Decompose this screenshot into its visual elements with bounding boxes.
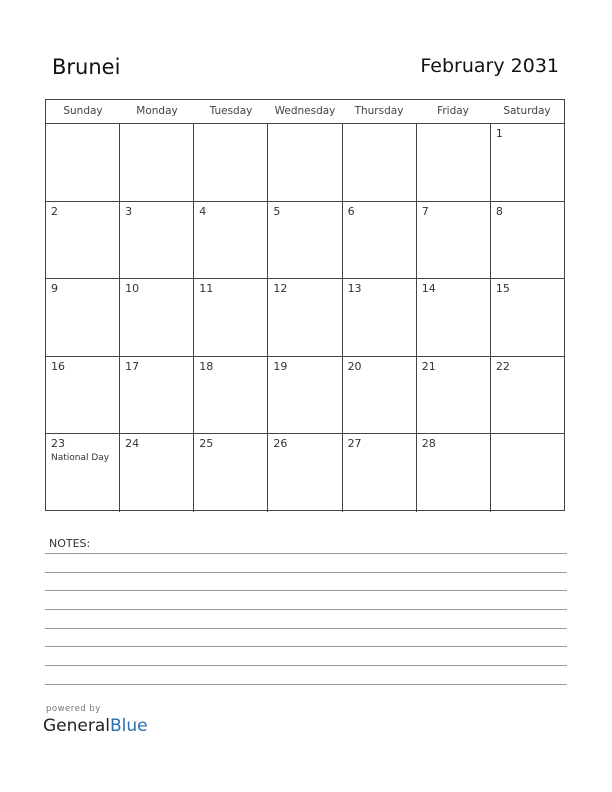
day-number: 22 bbox=[495, 359, 510, 373]
note-line bbox=[45, 609, 567, 610]
day-cell bbox=[491, 124, 564, 201]
day-number: 16 bbox=[51, 359, 65, 373]
day-cell bbox=[194, 434, 268, 512]
day-cell bbox=[194, 124, 268, 201]
day-number: 26 bbox=[273, 437, 288, 451]
day-number: 17 bbox=[125, 359, 140, 373]
day-number: 18 bbox=[199, 359, 214, 373]
day-cell bbox=[120, 434, 194, 512]
day-number: 19 bbox=[273, 359, 288, 373]
day-number: 15 bbox=[495, 282, 510, 296]
country-title: Brunei bbox=[52, 55, 121, 79]
day-cell bbox=[120, 124, 194, 201]
day-cell bbox=[46, 434, 120, 512]
note-line bbox=[45, 684, 567, 685]
week-row bbox=[46, 124, 564, 202]
day-cell bbox=[194, 357, 268, 434]
day-number: 9 bbox=[51, 282, 58, 296]
weekday-monday: Monday bbox=[136, 105, 178, 117]
day-number: 14 bbox=[421, 282, 436, 296]
day-number: 12 bbox=[273, 282, 288, 296]
day-cell bbox=[343, 279, 417, 356]
day-number: 1 bbox=[495, 127, 503, 140]
day-number: 6 bbox=[347, 204, 355, 218]
day-number: 4 bbox=[199, 204, 207, 218]
notes-label: NOTES: bbox=[49, 537, 91, 550]
day-cell bbox=[268, 202, 342, 279]
day-cell bbox=[417, 434, 491, 512]
day-number: 20 bbox=[347, 359, 362, 373]
day-cell bbox=[268, 279, 342, 356]
day-cell bbox=[343, 434, 417, 512]
brand-logo-part1: General bbox=[43, 716, 110, 736]
day-number: 24 bbox=[125, 437, 140, 451]
month-title: February 2031 bbox=[420, 55, 559, 77]
note-line bbox=[45, 572, 567, 573]
day-cell bbox=[268, 434, 342, 512]
weekday-wednesday: Wednesday bbox=[274, 105, 336, 117]
day-number: 2 bbox=[51, 204, 58, 218]
holiday-label: National Day bbox=[51, 453, 110, 464]
brand-logo-part2: Blue bbox=[110, 716, 148, 736]
weekday-sunday: Sunday bbox=[63, 105, 103, 117]
day-number: 11 bbox=[199, 282, 214, 296]
powered-by-text: powered by bbox=[46, 704, 101, 714]
day-number: 5 bbox=[273, 204, 281, 218]
day-cell bbox=[417, 357, 491, 434]
day-number: 25 bbox=[199, 437, 214, 451]
week-row bbox=[46, 279, 564, 357]
day-cell bbox=[343, 124, 417, 201]
day-number: 10 bbox=[125, 282, 140, 296]
day-cell bbox=[46, 357, 120, 434]
day-cell bbox=[268, 124, 342, 201]
note-line bbox=[45, 590, 567, 591]
day-number: 13 bbox=[347, 282, 362, 296]
day-number: 27 bbox=[347, 437, 362, 451]
day-cell bbox=[120, 357, 194, 434]
brand-logo[interactable] bbox=[43, 716, 148, 736]
weekday-saturday: Saturday bbox=[503, 105, 551, 117]
day-number: 8 bbox=[495, 204, 503, 218]
day-number: 3 bbox=[125, 204, 133, 218]
day-cell bbox=[417, 202, 491, 279]
calendar-grid bbox=[45, 99, 565, 511]
day-cell bbox=[46, 124, 120, 201]
day-cell bbox=[46, 202, 120, 279]
day-cell bbox=[194, 202, 268, 279]
day-cell bbox=[491, 357, 564, 434]
day-cell bbox=[343, 202, 417, 279]
day-cell bbox=[343, 357, 417, 434]
day-cell bbox=[120, 279, 194, 356]
day-number: 28 bbox=[421, 437, 436, 451]
day-number: 7 bbox=[421, 204, 429, 218]
day-cell bbox=[46, 279, 120, 356]
weekday-thursday: Thursday bbox=[354, 105, 404, 117]
day-cell bbox=[417, 279, 491, 356]
note-line bbox=[45, 665, 567, 666]
week-row bbox=[46, 357, 564, 435]
day-cell bbox=[491, 434, 564, 512]
day-cell bbox=[491, 202, 564, 279]
day-cell bbox=[268, 357, 342, 434]
weekday-tuesday: Tuesday bbox=[209, 105, 253, 117]
week-row bbox=[46, 434, 564, 512]
day-cell bbox=[491, 279, 564, 356]
note-line bbox=[45, 646, 567, 647]
note-line bbox=[45, 553, 567, 554]
week-row bbox=[46, 202, 564, 280]
weekday-friday: Friday bbox=[437, 105, 469, 117]
weekday-header bbox=[46, 100, 564, 124]
day-cell bbox=[120, 202, 194, 279]
day-cell bbox=[194, 279, 268, 356]
day-cell bbox=[417, 124, 491, 201]
day-number: 21 bbox=[421, 359, 436, 373]
day-number: 23 bbox=[51, 437, 65, 451]
note-line bbox=[45, 628, 567, 629]
